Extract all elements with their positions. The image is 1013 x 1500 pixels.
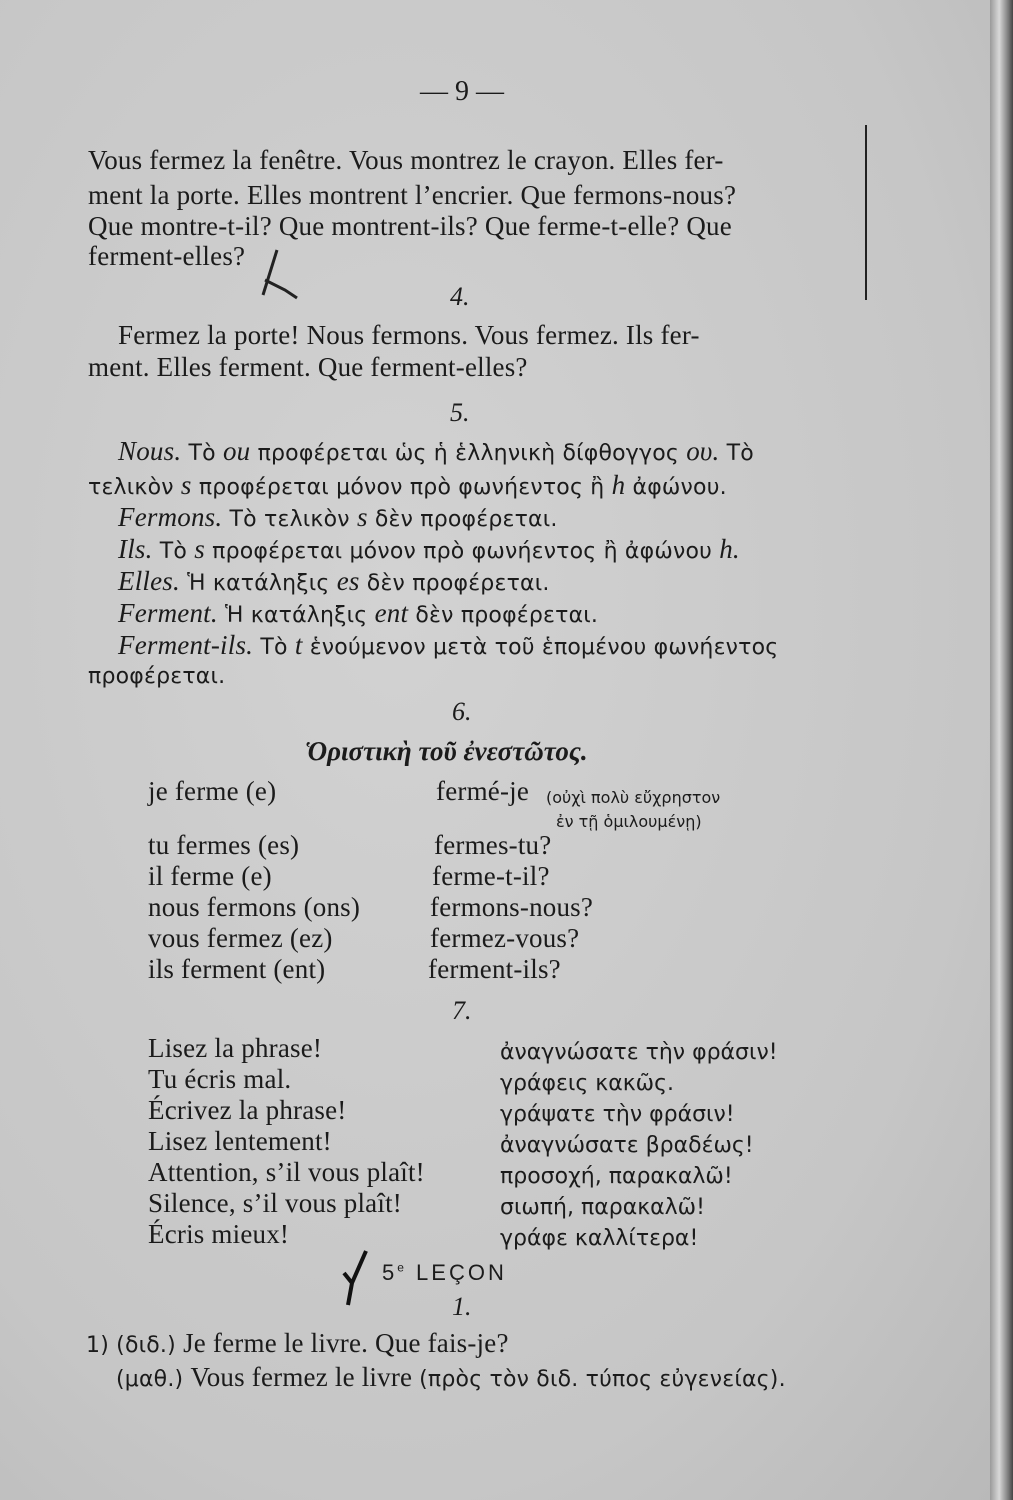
text-line [118, 502, 558, 533]
french-word: Fermons. [118, 502, 223, 532]
section-number: 7. [452, 996, 472, 1025]
conjugation-right: fermé-je [436, 776, 530, 806]
section-heading: Ὁριστικὴ τοῦ ἐνεστῶτος. [305, 736, 588, 766]
conjugation-right: ferme-t-il? [432, 861, 550, 891]
greek-text: Τὸ [253, 635, 295, 660]
conjugation-left: vous fermez (ez) [148, 923, 333, 953]
french-word: ent [374, 598, 409, 628]
french-word: Ferment. [118, 598, 218, 628]
french-word: h. [719, 534, 740, 564]
french-word: Nous. [118, 436, 182, 466]
conjugation-right: fermons-nous? [430, 892, 594, 922]
lesson-title [382, 1260, 507, 1286]
text-line [88, 470, 727, 501]
pencil-check-mark [338, 1245, 378, 1307]
french-word: s [194, 534, 205, 564]
text-line [86, 1328, 509, 1359]
greek-text: Τὸ τελικὸν [222, 507, 357, 532]
greek-text: προφέρεται μόνον πρὸ φωνήεντος ἢ ἀφώνου [204, 539, 720, 564]
lesson-superscript: e [397, 1260, 407, 1275]
french-word: Ferment-ils. [118, 630, 254, 660]
lesson-word: LEÇON [406, 1260, 507, 1285]
greek-text: 1) (διδ.) [86, 1333, 184, 1358]
phrase-greek: γράφε καλλίτερα! [500, 1226, 699, 1251]
conjugation-right: fermes-tu? [434, 830, 552, 860]
greek-text: Ἡ κατάληξις [179, 571, 337, 596]
french-word: t [294, 630, 303, 660]
conjugation-left: je ferme (e) [148, 776, 277, 806]
text-line [118, 534, 740, 565]
text-line: προφέρεται. [88, 664, 226, 689]
phrase-french: Silence, s’il vous plaît! [148, 1188, 402, 1218]
phrase-greek: γράψατε τὴν φράσιν! [500, 1102, 735, 1127]
conjugation-left: nous fermons (ons) [148, 892, 361, 922]
section-number: 1. [452, 1292, 472, 1321]
greek-text: δὲν προφέρεται. [367, 507, 558, 532]
greek-text: (πρὸς τὸν διδ. τύπος εὐγενείας). [419, 1367, 786, 1392]
text-line: ment. Elles ferment. Que ferment-elles? [88, 352, 528, 382]
text-line [118, 630, 778, 661]
book-edge [990, 0, 1013, 1500]
phrase-french: Écrivez la phrase! [148, 1095, 347, 1125]
phrase-greek: προσοχή, παρακαλῶ! [500, 1164, 733, 1189]
pencil-check-mark [255, 240, 305, 300]
greek-text: δὲν προφέρεται. [408, 603, 599, 628]
text-line: Que montre-t-il? Que montrent-ils? Que ferme-t-elle? Que [88, 211, 732, 241]
greek-word: ου. [686, 436, 720, 466]
phrase-greek: ἀναγνώσατε βραδέως! [500, 1133, 754, 1158]
greek-text: (μαθ.) [116, 1367, 191, 1392]
phrase-greek: ἀναγνώσατε τὴν φράσιν! [500, 1040, 778, 1065]
french-text: Je ferme le livre. Que fais-je? [183, 1328, 509, 1358]
text-line [116, 1362, 786, 1393]
greek-text: ἀφώνου. [625, 475, 727, 500]
text-line: Fermez la porte! Nous fermons. Vous fermez. Ils fer- [118, 320, 700, 350]
phrase-french: Lisez la phrase! [148, 1033, 323, 1063]
phrase-french: Lisez lentement! [148, 1126, 332, 1156]
text-line: ferment-elles? [88, 241, 246, 271]
section-number: 5. [450, 398, 470, 427]
margin-pencil-mark [865, 125, 867, 300]
text-line [118, 566, 550, 597]
french-word: h [611, 470, 626, 500]
french-word: es [336, 566, 360, 596]
conjugation-right: fermez-vous? [430, 923, 580, 953]
greek-text: Τὸ [181, 441, 223, 466]
french-word: Ils. [118, 534, 153, 564]
text-line [118, 436, 754, 467]
greek-text: προφέρεται ὡς ἡ ἑλληνικὴ δίφθογγος [250, 441, 687, 466]
greek-text: ἑνούμενον μετὰ τοῦ ἑπομένου φωνήεντος [302, 635, 779, 660]
greek-text: προφέρεται μόνον πρὸ φωνήεντος ἢ [191, 475, 612, 500]
conjugation-left: ils ferment (ent) [148, 954, 326, 984]
page-number: — 9 — [420, 76, 504, 107]
french-word: ou [222, 436, 251, 466]
phrase-french: Écris mieux! [148, 1219, 290, 1249]
french-word: s [180, 470, 192, 500]
text-line: ment la porte. Elles montrent l’encrier. Que fermons-nous? [88, 180, 737, 210]
text-line [118, 598, 598, 629]
greek-text: τελικὸν [88, 475, 181, 500]
french-word: Elles. [118, 566, 180, 596]
lesson-number: 5 [382, 1260, 398, 1285]
greek-text: Ἡ κατάληξις [217, 603, 375, 628]
conjugation-left: tu fermes (es) [148, 830, 300, 860]
conjugation-right: ferment-ils? [428, 954, 561, 984]
footnote-text: (οὐχὶ πολὺ εὔχρηστον [546, 788, 721, 807]
conjugation-left: il ferme (e) [148, 861, 272, 891]
phrase-french: Attention, s’il vous plaît! [148, 1157, 425, 1187]
phrase-greek: γράφεις κακῶς. [500, 1071, 675, 1096]
footnote-text: ἐν τῇ ὁμιλουμένῃ) [556, 812, 702, 831]
phrase-greek: σιωπή, παρακαλῶ! [500, 1195, 705, 1220]
greek-text: δὲν προφέρεται. [359, 571, 550, 596]
greek-text: Τὸ [719, 441, 754, 466]
text-line: Vous fermez la fenêtre. Vous montrez le crayon. Elles fer- [88, 145, 724, 175]
french-word: s [356, 502, 368, 532]
section-number: 6. [452, 697, 472, 726]
french-text: Vous fermez le livre [190, 1362, 420, 1392]
greek-text: Τὸ [152, 539, 195, 564]
phrase-french: Tu écris mal. [148, 1064, 292, 1094]
section-number: 4. [450, 282, 470, 311]
